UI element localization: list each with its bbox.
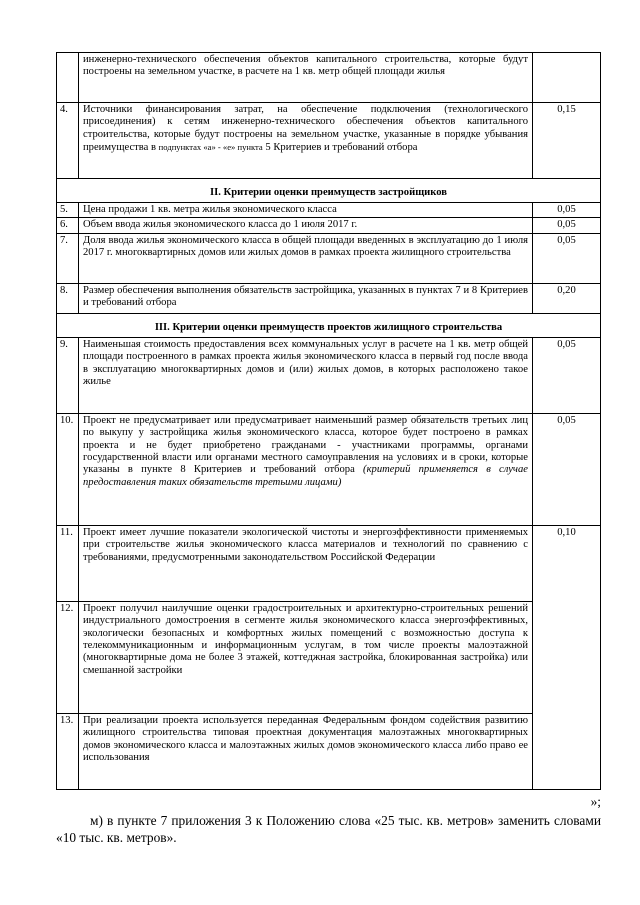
row-text [79,103,533,179]
row-number: 10. [57,413,79,525]
closing-quote: »; [590,794,601,809]
row-number [57,53,79,103]
row-number: 5. [57,203,79,218]
table-row [57,283,601,313]
row-text-end: 5 Критериев и требований отбора [265,142,418,154]
table-row [57,601,601,713]
row-text: Размер обеспечения выполнения обязательств застройщика, указанных в пунктах 7 и 8 Критериев и требований отбора [79,283,533,313]
row-weight-shared: 0,10 [533,525,601,789]
criteria-table-container [56,52,601,790]
row-weight: 0,05 [533,218,601,233]
row-text-note: (критерий применяется в случае предоставления таких обязательств третьими лицами) [83,464,528,488]
row-text [79,413,533,525]
row-text-main: Источники финансирования затрат, на обеспечение подключения (технологического присоединения) к сетям инженерно-технического обеспечения объектов капитального строительства, которые будут построены на земельном участке, указанные в порядке убывания преимущества в [83,104,528,154]
row-number: 7. [57,233,79,283]
row-weight: 0,05 [533,203,601,218]
table-row [57,413,601,525]
table-row [57,713,601,789]
row-text: Проект имеет лучшие показатели экологической чистоты и энергоэффективности применяемых при строительстве жилья экономического класса материалов и технологий по сравнению с требованиями, предусмотренными законодательством Российской Федерации [79,525,533,601]
row-text: инженерно-технического обеспечения объектов капитального строительства, которые будут построены на земельном участке, в расчете на 1 кв. метр общей площади жилья [79,53,533,103]
row-number: 9. [57,337,79,413]
row-number: 4. [57,103,79,179]
row-weight: 0,15 [533,103,601,179]
row-number: 13. [57,713,79,789]
row-text: Доля ввода жилья экономического класса в общей площади введенных в эксплуатацию до 1 июля 2017 г. многоквартирных домов или жилых домов в рамках проекта жилищного строительства [79,233,533,283]
row-text: Цена продажи 1 кв. метра жилья экономического класса [79,203,533,218]
row-text: Наименьшая стоимость предоставления всех коммунальных услуг в расчете на 1 кв. метр общей площади построенного в рамках проекта жилья экономического класса в первый год после ввода в эксплуатацию многоквартирных домов и (или) жилых домов, в которых расположено такое жилье [79,337,533,413]
table-row [57,525,601,601]
section-title: II. Критерии оценки преимуществ застройщиков [57,179,601,203]
row-weight [533,53,601,103]
criteria-table [56,52,601,790]
table-row [57,218,601,233]
row-text: Объем ввода жилья экономического класса до 1 июля 2017 г. [79,218,533,233]
section-header-row [57,179,601,203]
row-weight: 0,05 [533,233,601,283]
section-header-row [57,313,601,337]
amendment-paragraph: м) в пункте 7 приложения 3 к Положению слова «25 тыс. кв. метров» заменить словами «10 тыс. кв. метров». [56,813,601,845]
row-text-subpoints: подпунктах «а» - «е» пункта [158,142,263,153]
row-text: При реализации проекта используется переданная Федеральным фондом содействия развитию жилищного строительства типовая проектная документация малоэтажных многоквартирных домов экономического класса и малоэтажных жилых домов экономического класса либо право ее использования [79,713,533,789]
row-number: 11. [57,525,79,601]
row-weight: 0,05 [533,413,601,525]
table-row [57,53,601,103]
row-text: Проект получил наилучшие оценки градостроительных и архитектурно-строительных решений индустриального домостроения в сегменте жилья экономического класса энергоэффективных, экологически безопасных и комфортных жилых помещений с возможностью доступа к телекоммуникационным и информационным услугам, в том числе проекты малоэтажной (многоквартирные дома не более 3 этажей, коттеджная застройка, блокированная застройка) или смешанной застройки [79,601,533,713]
table-row [57,337,601,413]
table-row [57,103,601,179]
row-weight: 0,20 [533,283,601,313]
row-text-main: Проект не предусматривает или предусматривает наименьший размер обязательств третьих лиц по выкупу у застройщика жилья экономического класса, которое будет построено в рамках проекта и не будет приобретено гражданами - участниками программы, органами государственной власти или органами местного самоуправления на условиях и в сроки, которые указаны в пункте 8 Критериев и требований отбора [83,414,528,476]
row-number: 12. [57,601,79,713]
row-number: 6. [57,218,79,233]
table-row [57,233,601,283]
row-number: 8. [57,283,79,313]
row-weight: 0,05 [533,337,601,413]
table-row [57,203,601,218]
section-title: III. Критерии оценки преимуществ проектов жилищного строительства [57,313,601,337]
